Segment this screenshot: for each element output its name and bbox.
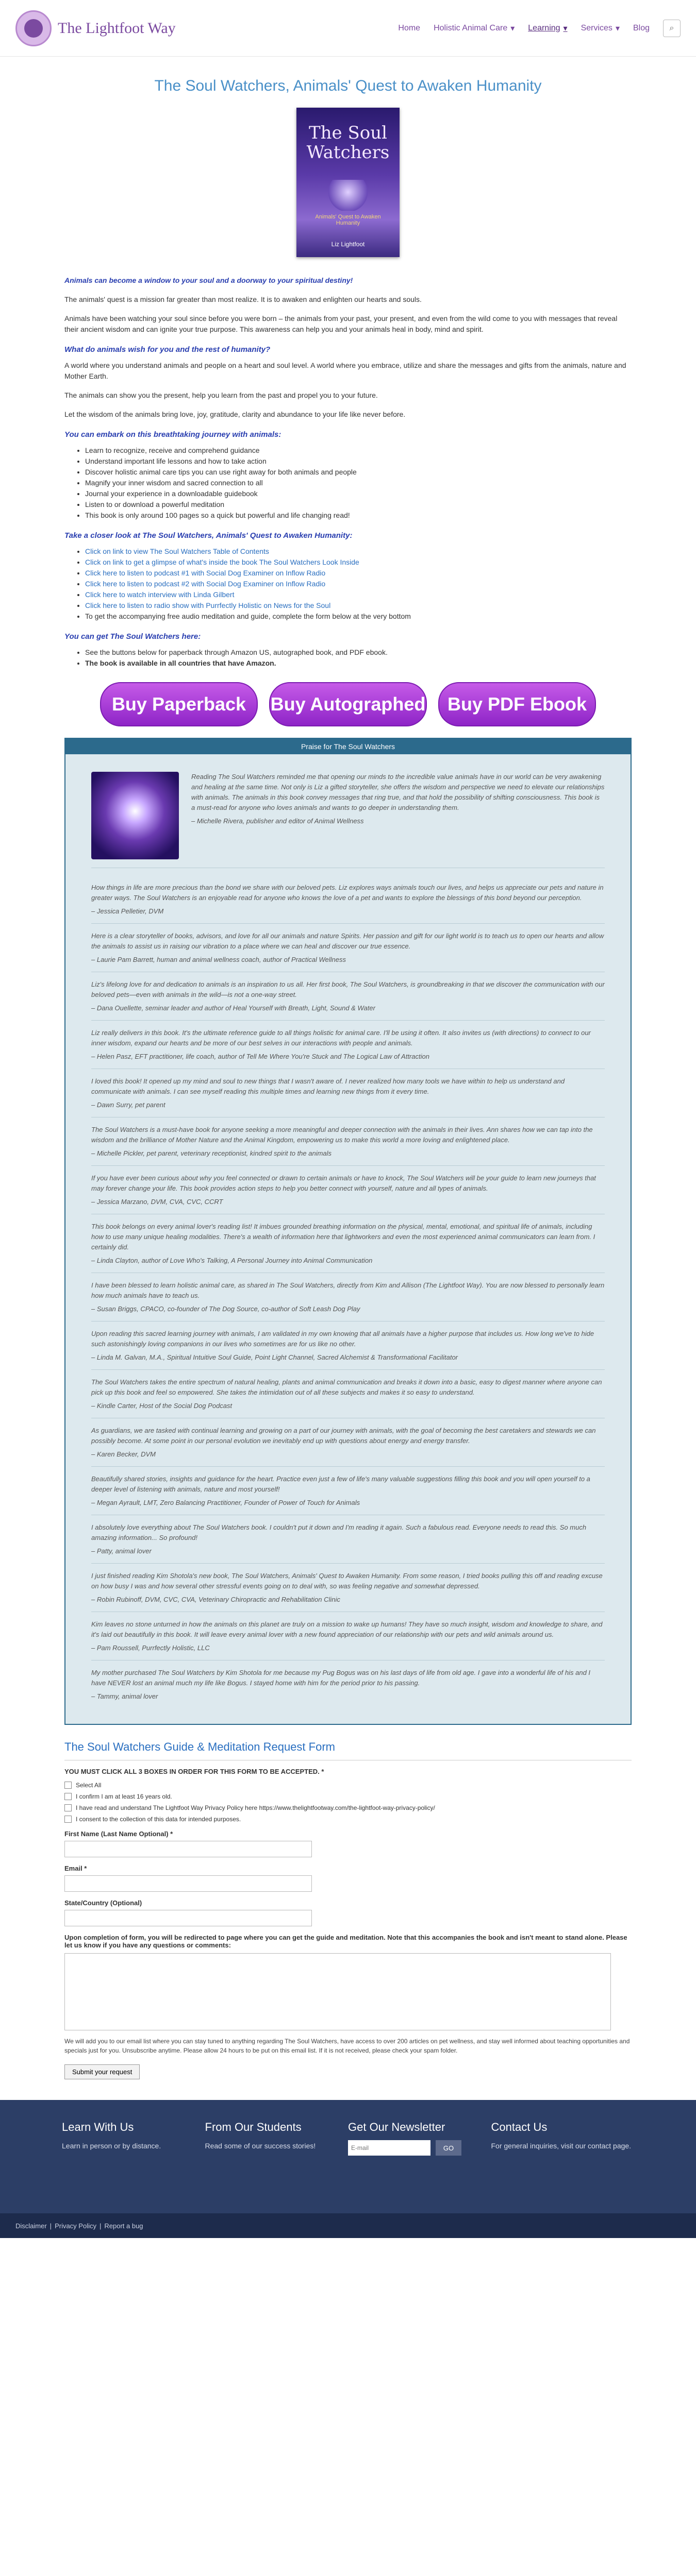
newsletter-go-button[interactable]: GO [436, 2140, 461, 2156]
praise-quote-block [91, 1467, 605, 1515]
praise-quote-block [91, 1214, 605, 1273]
separator: | [49, 2222, 52, 2230]
footer [0, 2100, 696, 2213]
list-item: • See the buttons below for paperback through Amazon US, autographed book, and PDF ebook. [85, 647, 632, 658]
checkbox[interactable] [64, 1816, 72, 1823]
praise-attribution: – Linda Clayton, author of Love Who's Talking, A Personal Journey into Animal Communication [91, 1257, 373, 1264]
list-item-link[interactable]: • Click on link to get a glimpse of what's inside the book The Soul Watchers Look Inside [85, 557, 632, 568]
praise-attribution: – Robin Rubinoff, DVM, CVC, CVA, Veterinary Chiropractic and Rehabilitation Clinic [91, 1596, 340, 1603]
intro-paragraph: The animals can show you the present, help you learn from the past and propel you to your future. [64, 391, 378, 399]
praise-attribution: – Laurie Pam Barrett, human and animal wellness coach, author of Practical Wellness [91, 956, 346, 963]
email-label: Email * [64, 1865, 87, 1872]
look-list [85, 546, 632, 622]
checkbox-consent[interactable]: I consent to the collection of this data for intended purposes. [64, 1816, 632, 1823]
praise-quote: This book belongs on every animal lover's reading list! It imbues grounded breathing information on the physical, mental, emotional, and spiritual life of animals, including how to use many unique healing modalities. There's a wealth of information here that lightworkers and even the most experienced animal communicators can learn from. I certainly did. [91, 1223, 595, 1251]
praise-section [64, 738, 632, 1725]
section-heading-what: What do animals wish for you and the rest of humanity? [64, 345, 271, 354]
intro-paragraph: The animals' quest is a mission far greater than most realize. It is to awaken and enlighten our hearts and souls. [64, 295, 422, 303]
praise-attribution: – Helen Pasz, EFT practitioner, life coach, author of Tell Me Where You're Stuck and The Logical Law of Attraction [91, 1053, 429, 1060]
footer-learn-text: Learn in person or by distance. [62, 2142, 161, 2150]
praise-quote-block [91, 1117, 605, 1166]
praise-attribution: – Patty, animal lover [91, 1547, 152, 1555]
praise-featured [91, 765, 605, 868]
newsletter-row [348, 2140, 491, 2156]
praise-quote-block [91, 1321, 605, 1370]
intro-paragraph: Animals have been watching your soul since before you were born – the animals from your past, your present, and even from the wild come to you with messages that reveal their ancient wisdom and can ignite your true purpose. This awareness can help you and your animals heal in body, mind and spirit. [64, 314, 618, 333]
intro-section [64, 275, 632, 669]
praise-quote: Upon reading this sacred learning journey with animals, I am validated in my own knowing that all animals have a higher purpose that includes us. How long we've to hide such astonishingly loving companions in our lives who sometimes are for us like no other. [91, 1330, 594, 1348]
footer-newsletter [348, 2121, 491, 2213]
list-item: • Learn to recognize, receive and comprehend guidance [85, 445, 632, 456]
praise-quote: The Soul Watchers takes the entire spectrum of natural healing, plants and animal communication and breaks it down into a basic, easy to digest manner where anyone can pick up this book and feel so empowered. She takes the intimidation out of all these subjects and makes it so easy to understand. [91, 1378, 602, 1396]
list-item: • To get the accompanying free audio meditation and guide, complete the form below at the very bottom [85, 611, 632, 622]
main-nav [398, 20, 681, 37]
email-field[interactable] [64, 1875, 312, 1892]
first-name-label: First Name (Last Name Optional) * [64, 1830, 173, 1838]
praise-attribution: – Jessica Marzano, DVM, CVA, CVC, CCRT [91, 1198, 223, 1206]
intro-paragraph: Let the wisdom of the animals bring love, joy, gratitude, clarity and abundance to your life like never before. [64, 410, 406, 418]
praise-quote-block [91, 1069, 605, 1117]
buy-paperback-button[interactable]: Buy Paperback [100, 682, 258, 726]
praise-attribution: – Jessica Pelletier, DVM [91, 907, 164, 915]
nav-home[interactable]: Home [398, 23, 421, 32]
praise-quote: Reading The Soul Watchers reminded me that opening our minds to the incredible value animals have in our world can be very awakening and healing at the same time. Not only is Liz a gifted storyteller, she offers the wisdom and perspective we need to elevate our relationships with animals. The animals in this book convey messages that ring true, and that hold the possibility of shifting consciousness. This book is a must-read for anyone who loves animals and wants to go deeper in understanding them. [191, 773, 605, 811]
praise-quote: Liz really delivers in this book. It's the ultimate reference guide to all things holistic for animal care. I'll be using it often. It also invites us (with directions) to connect to our inner wisdom, expand our hearts and be more of our best selves in our interactions with people and animals. [91, 1029, 591, 1047]
search-icon[interactable]: ⌕ [663, 20, 681, 37]
list-item: • Magnify your inner wisdom and sacred connection to all [85, 478, 632, 488]
praise-quote-block [91, 1515, 605, 1564]
praise-attribution: – Megan Ayrault, LMT, Zero Balancing Practitioner, Founder of Power of Touch for Animals [91, 1499, 360, 1506]
praise-quote-block [91, 924, 605, 972]
list-item-link[interactable]: • Click here to watch interview with Linda Gilbert [85, 589, 632, 600]
list-item: • The book is available in all countries that have Amazon. [85, 658, 632, 669]
site-logo[interactable] [15, 10, 176, 46]
book-cover-image [296, 108, 400, 257]
praise-attribution: – Tammy, animal lover [91, 1692, 158, 1700]
checkbox[interactable] [64, 1782, 72, 1789]
praise-attribution: – Susan Briggs, CPACO, co-founder of The Dog Source, co-author of Soft Leash Dog Play [91, 1305, 360, 1313]
checkbox-select-all[interactable]: Select All [64, 1782, 632, 1789]
list-item: • Discover holistic animal care tips you can use right away for both animals and people [85, 467, 632, 478]
checkbox[interactable] [64, 1804, 72, 1811]
praise-attribution: – Dana Ouellette, seminar leader and author of Heal Yourself with Breath, Light, Sound & Water [91, 1004, 375, 1012]
praise-quote-block [91, 1021, 605, 1069]
list-item-link[interactable]: • Click here to listen to radio show with Purrfectly Holistic on News for the Soul [85, 600, 632, 611]
buy-buttons [64, 682, 632, 726]
state-field[interactable] [64, 1910, 312, 1926]
first-name-field[interactable] [64, 1841, 312, 1857]
list-item: • Understand important life lessons and how to take action [85, 456, 632, 467]
praise-quote-block [91, 1166, 605, 1214]
praise-quote: Beautifully shared stories, insights and guidance for the heart. Practice even just a few of life's many valuable suggestions filling this book and you will open yourself to a deeper level of listening with animals, nature and most yourself! [91, 1475, 590, 1493]
praise-quote: Here is a clear storyteller of books, advisors, and love for all our animals and nature Spirits. Her passion and gift for our light world is to teach us to open our hearts and allow the animals to assist us in raising our vibration to a place where we can heal and discover our true essence. [91, 932, 604, 950]
bottom-bar [0, 2213, 696, 2238]
praise-quote: I absolutely love everything about The Soul Watchers book. I couldn't put it down and I'm reading it again. Such a fabulous read. Everyone needs to read this. So much amazing information... So profound! [91, 1523, 587, 1541]
praise-quote: If you have ever been curious about why you feel connected or drawn to certain animals or have to knock, The Soul Watchers will be your guide to learn new journeys that may forever change your life. This book provides action steps to help you better connect with yourself, nature and all types of animals. [91, 1174, 596, 1192]
top-header [0, 0, 696, 57]
praise-quote-block [91, 1612, 605, 1660]
list-item: • Journal your experience in a downloadable guidebook [85, 488, 632, 499]
logo-mark-icon [15, 10, 52, 46]
list-item-link[interactable]: • Click here to listen to podcast #2 with Social Dog Examiner on Inflow Radio [85, 579, 632, 589]
required-note: YOU MUST CLICK ALL 3 BOXES IN ORDER FOR THIS FORM TO BE ACCEPTED. * [64, 1768, 324, 1775]
praise-quote: Kim leaves no stone unturned in how the animals on this planet are truly on a mission to wake up humans! They have so much insight, wisdom and knowledge to share, and it's laid out beautifully in this book. It will leave every animal lover with a new found appreciation of our relationship with our pets and wild animals around us. [91, 1620, 603, 1638]
section-heading-get: You can get The Soul Watchers here: [64, 632, 201, 641]
footer-learn [62, 2121, 205, 2213]
separator: | [99, 2222, 102, 2230]
footer-students-title[interactable]: From Our Students [205, 2121, 302, 2133]
footer-students-text: Read some of our success stories! [205, 2142, 316, 2150]
disclaimer-link[interactable]: Disclaimer [15, 2222, 47, 2230]
checkbox-age[interactable]: I confirm I am at least 16 years old. [64, 1793, 632, 1800]
checkbox[interactable] [64, 1793, 72, 1800]
praise-attribution: – Kindle Carter, Host of the Social Dog Podcast [91, 1402, 233, 1410]
nav-holistic-animal-care[interactable]: Holistic Animal Care ▾ [434, 23, 515, 33]
footer-learn-title[interactable]: Learn With Us [62, 2121, 134, 2133]
praise-quote: As guardians, we are tasked with continual learning and growing on a part of our journey with animals, with the goal of becoming the best caretakers and stewards we can possibly become. At some point in our personal evolution we inevitably end up with questions about energy and energy transfer. [91, 1427, 596, 1445]
report-bug-link[interactable]: Report a bug [104, 2222, 143, 2230]
praise-attribution: – Karen Becker, DVM [91, 1450, 156, 1458]
praise-quote-block [91, 1273, 605, 1321]
praise-quote-block [91, 875, 605, 924]
form-note: We will add you to our email list where you can stay tuned to anything regarding The Soul Watchers, have access to over 200 articles on pet wellness, and stay well informed about teaching opportunities and specials just for you. Unsubscribe anytime. Please allow 24 hours to be put on this email list. If it is not received, please check your spam folder. [64, 2038, 630, 2054]
praise-image [91, 772, 179, 859]
praise-quote-block [91, 1564, 605, 1612]
praise-quote: I just finished reading Kim Shotola's new book, The Soul Watchers, Animals' Quest to Awaken Humanity. From some reason, I tried books pulling this off and reading excuse on how busy I was and how several other stressful events going on to deal with, so was feeling negative and somewhat depressed. [91, 1572, 603, 1590]
section-heading-look: Take a closer look at The Soul Watchers, Animals' Quest to Awaken Humanity: [64, 531, 353, 540]
privacy-policy-link[interactable]: Privacy Policy [55, 2222, 96, 2230]
praise-attribution: – Linda M. Galvan, M.A., Spiritual Intuitive Soul Guide, Point Light Channel, Sacred Alchemist & Transformational Facilitator [91, 1353, 458, 1361]
submit-button[interactable]: Submit your request [64, 2064, 140, 2079]
intro-lead: Animals can become a window to your soul and a doorway to your spiritual destiny! [64, 276, 353, 284]
cover-figure-icon [327, 180, 369, 211]
list-item: • Listen to or download a powerful meditation [85, 499, 632, 510]
chevron-down-icon: ▾ [563, 24, 568, 33]
logo-text: The Lightfoot Way [58, 19, 176, 37]
footer-students [205, 2121, 349, 2213]
nav-blog[interactable]: Blog [633, 23, 650, 32]
praise-quote-block [91, 1418, 605, 1467]
intro-paragraph: A world where you understand animals and people on a heart and soul level. A world where you embrace, utilize and share the messages and gifts from the animals, nature and Mother Earth. [64, 361, 626, 380]
praise-quote: The Soul Watchers is a must-have book for anyone seeking a more meaningful and deeper connection with the animals in their lives. Ann shares how we can tap into the wisdom and the brilliance of Mother Nature and the Animal Kingdom, empowering us to make this world a more loving and enlightened place. [91, 1126, 593, 1144]
footer-contact [491, 2121, 635, 2213]
footer-contact-title[interactable]: Contact Us [491, 2121, 548, 2133]
buy-autographed-button[interactable]: Buy Autographed [269, 682, 427, 726]
chevron-down-icon: ▾ [615, 24, 620, 33]
chevron-down-icon: ▾ [510, 24, 515, 33]
praise-quote: I loved this book! It opened up my mind and soul to new things that I wasn't aware of. I never realized how many tools we have within to help us understand and communicate with animals. I can see myself reading this multiple times and learning new things from it every time. [91, 1077, 565, 1095]
section-heading-enable: You can embark on this breathtaking journey with animals: [64, 430, 281, 439]
praise-quote-list [91, 875, 605, 1708]
footer-newsletter-title: Get Our Newsletter [348, 2121, 445, 2133]
praise-attribution: – Michelle Rivera, publisher and editor of Animal Wellness [191, 817, 364, 825]
list-item-link[interactable]: • Click here to listen to podcast #1 with Social Dog Examiner on Inflow Radio [85, 568, 632, 579]
message-label: Upon completion of form, you will be redirected to page where you can get the guide and meditation. Note that this accompanies the book and isn't meant to stand alone. Please let us know if you have any questions or comments: [64, 1934, 627, 1949]
buy-pdf-ebook-button[interactable]: Buy PDF Ebook [438, 682, 596, 726]
footer-contact-text: For general inquiries, visit our contact page. [491, 2142, 632, 2150]
nav-learning[interactable]: Learning ▾ [528, 23, 568, 33]
state-label: State/Country (Optional) [64, 1899, 142, 1907]
praise-quote: My mother purchased The Soul Watchers by Kim Shotola for me because my Pug Bogus was on his last days of life from old age. I gave into a wonderful life of his and I have NEVER lost an animal much my life like Bogus. I stayed home with him for the period prior to his passing. [91, 1669, 591, 1687]
praise-quote-block [91, 1660, 605, 1708]
praise-attribution: – Pam Roussell, Purrfectly Holistic, LLC [91, 1644, 210, 1652]
get-list [85, 647, 632, 669]
enable-list [85, 445, 632, 521]
guide-form [64, 1740, 632, 2100]
list-item: • This book is only around 100 pages so a quick but powerful and life changing read! [85, 510, 632, 521]
cover-subtitle: Animals' Quest to Awaken Humanity [315, 214, 381, 226]
newsletter-email-input[interactable] [348, 2140, 430, 2156]
message-textarea[interactable] [64, 1953, 611, 2030]
guide-form-title: The Soul Watchers Guide & Meditation Request Form [64, 1740, 335, 1753]
cover-title: The Soul Watchers [306, 123, 390, 163]
praise-quote: How things in life are more precious than the bond we share with our beloved pets. Liz explores ways animals touch our lives, and helps us appreciate our pets and nature in greater ways. The Soul Watchers is an enjoyable read for anyone who knows the love of a pet and wants to explore the blessings of this bond beyond our perception. [91, 884, 604, 902]
praise-heading: Praise for The Soul Watchers [65, 739, 631, 754]
page-title: The Soul Watchers, Animals' Quest to Awaken Humanity [154, 77, 542, 94]
praise-body [65, 754, 631, 1724]
nav-services[interactable]: Services ▾ [581, 23, 620, 33]
cover-author: Liz Lightfoot [331, 241, 365, 248]
praise-quote: Liz's lifelong love for and dedication to animals is an inspiration to us all. Her first book, The Soul Watchers, is groundbreaking in that we discover the communication with our beloved pets—even with animals in the wild—is not a one-way street. [91, 980, 605, 998]
main-content [64, 77, 632, 726]
list-item-link[interactable]: • Click on link to view The Soul Watchers Table of Contents [85, 546, 632, 557]
praise-attribution: – Michelle Pickler, pet parent, veterinary receptionist, kindred spirit to the animals [91, 1149, 332, 1157]
praise-quote: I have been blessed to learn holistic animal care, as shared in The Soul Watchers, directly from Kim and Allison (The Lightfoot Way). You are now blessed to personally learn how much animals have to teach us. [91, 1281, 605, 1299]
checkbox-privacy[interactable]: I have read and understand The Lightfoot Way Privacy Policy here https://www.thelightfootway.com/the-lightfoot-way-privacy-policy/ [64, 1804, 632, 1811]
praise-attribution: – Dawn Surry, pet parent [91, 1101, 165, 1109]
praise-quote-block [91, 1370, 605, 1418]
praise-quote-block [91, 972, 605, 1021]
